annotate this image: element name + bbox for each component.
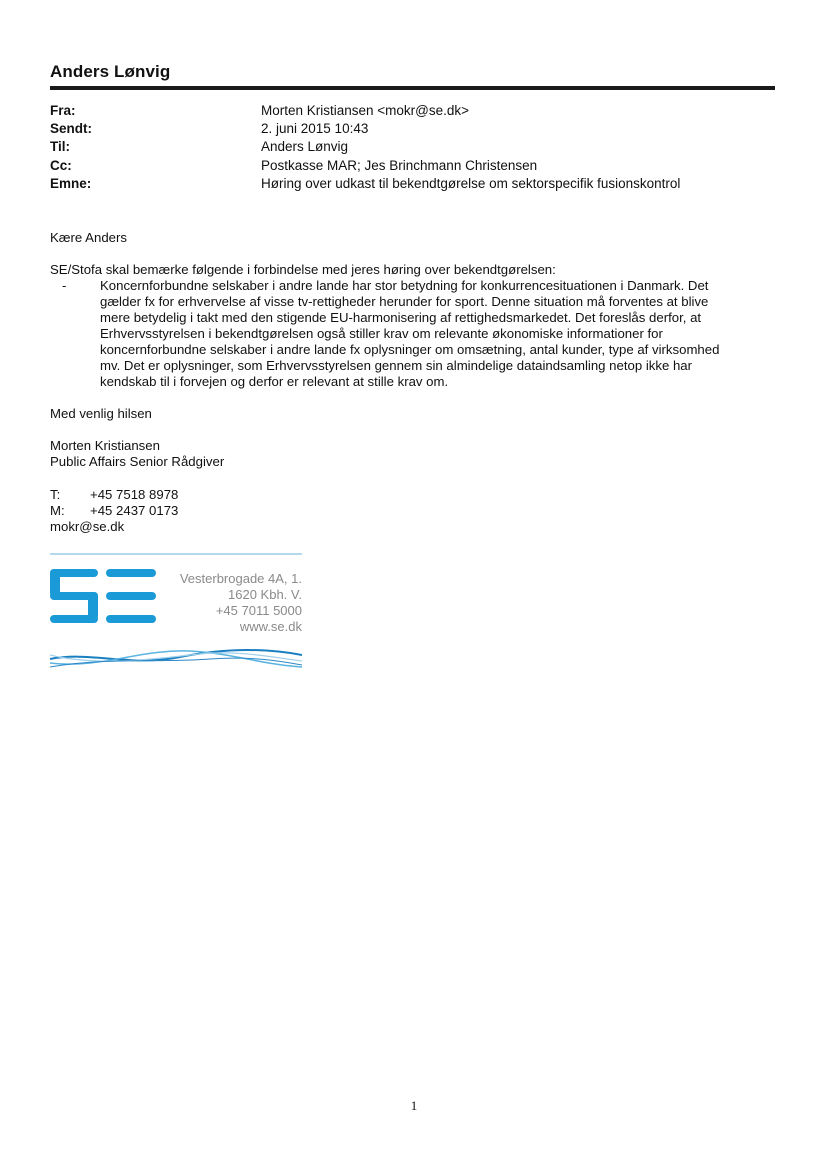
meta-label-cc: Cc: xyxy=(50,157,72,173)
meta-value-subject: Høring over udkast til bekendtgørelse om sektorspecifik fusionskontrol xyxy=(261,175,681,191)
meta-label-sent: Sendt: xyxy=(50,121,92,137)
address-line: www.se.dk xyxy=(239,619,302,634)
meta-label-to: Til: xyxy=(50,139,70,155)
meta-label-from: Fra: xyxy=(50,103,76,118)
address-line: +45 7011 5000 xyxy=(215,603,302,618)
signature-contact xyxy=(50,487,770,535)
closing: Med venlig hilsen xyxy=(50,406,152,421)
contact-row-mobile xyxy=(50,503,770,519)
greeting: Kære Anders xyxy=(50,230,127,245)
wave-decoration-icon xyxy=(50,643,302,675)
signature-name: Morten Kristiansen xyxy=(50,438,160,453)
meta-label-subject: Emne: xyxy=(50,175,92,191)
company-logo-block xyxy=(50,553,302,675)
address-line: Vesterbrogade 4A, 1. xyxy=(179,571,302,586)
bullet-line: mv. Det er oplysninger, som Erhvervsstyrelsen gennem sin almindelige dataindsamling netop ikke har xyxy=(100,358,693,373)
email-body xyxy=(50,230,770,535)
bullet-item xyxy=(50,278,770,390)
company-address xyxy=(180,571,302,635)
address-line: 1620 Kbh. V. xyxy=(228,587,302,602)
meta-value-to: Anders Lønvig xyxy=(261,139,349,155)
se-logo-icon xyxy=(50,567,160,627)
bullet-line: kendskab til i forvejen og derfor er relevant at stille krav om. xyxy=(100,374,449,389)
bullet-line: Erhvervsstyrelsen i bekendtgørelsen også stiller krav om relevante økonomiske informationer for xyxy=(100,326,663,341)
bullet-line: koncernforbundne selskaber i andre lande fx oplysninger om omsætning, antal kunder, type af virksomhed xyxy=(100,342,720,357)
meta-value-sent: 2. juni 2015 10:43 xyxy=(261,121,369,137)
email-address: mokr@se.dk xyxy=(50,519,125,534)
meta-value-cc: Postkasse MAR; Jes Brinchmann Christensen xyxy=(261,157,538,173)
phone-label: T: xyxy=(50,487,61,502)
header-recipient-name: Anders Lønvig xyxy=(50,62,171,81)
bullet-line: Koncernforbundne selskaber i andre lande har stor betydning for konkurrencesituationen i Danmark. Det xyxy=(100,278,709,293)
bullet-line: mere betydelig i takt med den stigende EU-harmonisering af rettighedsmarkedet. Det foreslås derfor, at xyxy=(100,310,702,325)
phone-number: +45 7518 8978 xyxy=(90,487,179,502)
header-divider xyxy=(50,86,775,90)
intro-paragraph: SE/Stofa skal bemærke følgende i forbindelse med jeres høring over bekendtgørelsen: xyxy=(50,262,556,277)
page-number: 1 xyxy=(410,1098,418,1113)
logo-divider xyxy=(50,553,302,555)
signature-title: Public Affairs Senior Rådgiver xyxy=(50,454,225,469)
mobile-number: +45 2437 0173 xyxy=(90,503,179,518)
meta-value-from: Morten Kristiansen <mokr@se.dk> xyxy=(261,103,470,118)
bullet-dash: - xyxy=(62,278,67,293)
contact-row-phone xyxy=(50,487,770,503)
mobile-label: M: xyxy=(50,503,65,518)
bullet-line: gælder fx for erhvervelse af visse tv-rettigheder herunder for sport. Denne situation må forventes at blive xyxy=(100,294,709,309)
